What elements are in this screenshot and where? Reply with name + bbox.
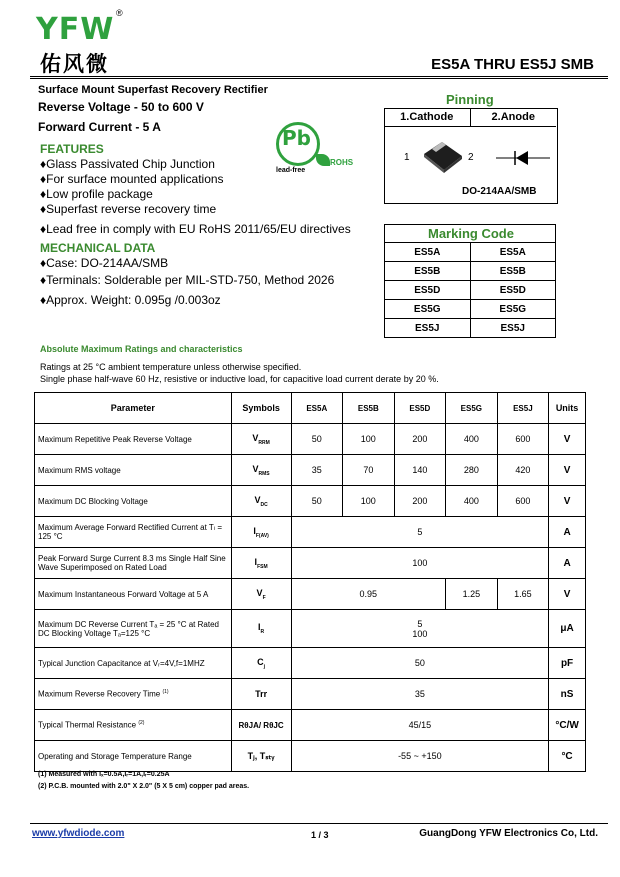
table-header-row [35,393,586,424]
table-row [35,424,586,455]
marking-cell: ES5A [385,243,471,262]
table-row [35,610,586,648]
value-cell: 50 [291,424,343,455]
column-header: ES5J [497,393,549,424]
table-row [35,710,586,741]
param-cell: Maximum Average Forward Rectified Current at Tₗ = 125 °C [35,517,232,548]
marking-row [385,319,556,338]
marking-cell: ES5J [385,319,471,338]
table-row [35,486,586,517]
website-link[interactable]: www.yfwdiode.com [32,828,125,839]
brand-chinese-name: 佑风微 [40,52,109,76]
symbol-cell: $V_{RRM}$ [231,424,291,455]
leaf-icon [316,154,330,166]
value-cell: 1.25 [446,579,498,610]
column-header: ES5G [446,393,498,424]
value-cell: 420 [497,455,549,486]
value-cell: 1.65 [497,579,549,610]
value-cell: 400 [446,424,498,455]
value-cell: 70 [343,455,395,486]
pb-icon: Pb [282,126,311,150]
footnote: (2) P.C.B. mounted with 2.0" X 2.0" (5 X 5 cm) copper pad areas. [38,783,250,790]
pinning-heading: Pinning [446,92,494,107]
table-row [35,741,586,772]
param-cell: Maximum DC Reverse Current Tₐ = 25 °C at Rated DC Blocking Voltage Tₐ=125 °C [35,610,232,648]
ratings-heading: Absolute Maximum Ratings and characteristics [40,344,243,354]
value-cell: 400 [446,486,498,517]
pin1-number: 1 [404,152,410,163]
marking-code-heading: Marking Code [428,226,514,241]
unit-cell: A [549,517,586,548]
marking-cell: ES5D [385,281,471,300]
value-cell: 600 [497,486,549,517]
mechanical-item: ♦Case: DO-214AA/SMB [40,256,169,270]
symbol-cell: $V_{RMS}$ [231,455,291,486]
page-number: 1 / 3 [311,830,329,840]
unit-cell: A [549,548,586,579]
unit-cell: V [549,486,586,517]
value-cell: 50 [291,648,549,679]
pinning-header [384,108,556,127]
smb-package-icon [418,136,468,176]
lead-free-label: lead-free [276,167,306,174]
marking-row [385,243,556,262]
diode-symbol-icon [494,148,552,168]
column-header: ES5D [394,393,446,424]
ratings-table [34,392,586,772]
symbol-cell: Trr [231,679,291,710]
marking-row [385,300,556,319]
marking-cell: ES5B [385,262,471,281]
product-description: Surface Mount Superfast Recovery Rectifier [38,84,268,96]
mechanical-heading: MECHANICAL DATA [40,241,156,255]
unit-cell: nS [549,679,586,710]
table-row [35,648,586,679]
features-heading: FEATURES [40,142,104,156]
footer-rule [30,823,608,824]
value-cell: 100 [291,548,549,579]
table-row [35,517,586,548]
table-row [35,548,586,579]
value-cell: 100 [343,424,395,455]
column-header: Units [549,393,586,424]
column-header: Parameter [35,393,232,424]
param-cell: Maximum RMS voltage [35,455,232,486]
symbol-cell: $I_R$ [231,610,291,648]
marking-cell: ES5B [470,262,556,281]
table-row [35,679,586,710]
part-title: ES5A THRU ES5J SMB [431,56,594,73]
value-cell: 50 [291,486,343,517]
param-cell: Typical Junction Capacitance at Vᵣ=4V,f=1MHZ [35,648,232,679]
feature-item: ♦Lead free in comply with EU RoHS 2011/65/EU directives [40,222,351,236]
value-cell: 45/15 [291,710,549,741]
value-cell: 600 [497,424,549,455]
value-cell: 200 [394,424,446,455]
forward-current-spec: Forward Current - 5 A [38,120,161,134]
symbol-cell: $I_{F(AV)}$ [231,517,291,548]
marking-cell: ES5A [470,243,556,262]
marking-cell: ES5G [470,300,556,319]
brand-logo: YFW [36,12,115,47]
value-cell: 5 [291,517,549,548]
column-header: Symbols [231,393,291,424]
value-cell: 280 [446,455,498,486]
value-cell: 140 [394,455,446,486]
header-rule [30,76,608,77]
param-cell: Maximum Instantaneous Forward Voltage at 5 A [35,579,232,610]
footnote: (1) Measured with Iₓ=0.5A,Iᵣ=1A,Iᵣ=0.25A [38,771,170,778]
pin-cathode-label: 1.Cathode [384,108,471,126]
symbol-cell: RθJA/ RθJC [231,710,291,741]
mechanical-item: ♦Approx. Weight: 0.095g /0.003oz [40,293,221,307]
unit-cell: V [549,579,586,610]
reverse-voltage-spec: Reverse Voltage - 50 to 600 V [38,100,204,114]
value-cell: 200 [394,486,446,517]
param-cell: Maximum Reverse Recovery Time $^{(1)}$ [35,679,232,710]
unit-cell: pF [549,648,586,679]
value-cell: 100 [343,486,395,517]
rohs-label: ROHS [330,158,354,167]
symbol-cell: $V_{DC}$ [231,486,291,517]
column-header: ES5A [291,393,343,424]
ratings-note: Single phase half-wave 60 Hz, resistive or inductive load, for capacitive load current derate by 20 %. [40,374,439,384]
value-cell: 0.95 [291,579,446,610]
value-cell: -55 ~ +150 [291,741,549,772]
marking-row [385,262,556,281]
symbol-cell: Tⱼ, Tₛₜᵧ [231,741,291,772]
unit-cell: °C [549,741,586,772]
table-row [35,579,586,610]
symbol-cell: $V_F$ [231,579,291,610]
param-cell: Typical Thermal Resistance $^{(2)}$ [35,710,232,741]
param-cell: Peak Forward Surge Current 8.3 ms Single Half Sine Wave Superimposed on Rated Load [35,548,232,579]
marking-cell: ES5G [385,300,471,319]
table-row [35,455,586,486]
value-cell: 35 [291,679,549,710]
symbol-cell: $I_{FSM}$ [231,548,291,579]
package-name: DO-214AA/SMB [462,186,537,197]
feature-item: ♦Superfast reverse recovery time [40,202,217,216]
param-cell: Maximum Repetitive Peak Reverse Voltage [35,424,232,455]
feature-item: ♦Low profile package [40,187,153,201]
marking-code-table [384,224,556,338]
marking-cell: ES5J [470,319,556,338]
pin-anode-label: 2.Anode [491,111,535,123]
param-cell: Maximum DC Blocking Voltage [35,486,232,517]
header-rule-2 [30,78,608,79]
feature-item: ♦Glass Passivated Chip Junction [40,157,215,171]
company-name: GuangDong YFW Electronics Co, Ltd. [419,828,598,839]
param-cell: Operating and Storage Temperature Range [35,741,232,772]
unit-cell: °C/W [549,710,586,741]
value-cell: 35 [291,455,343,486]
mechanical-item: ♦Terminals: Solderable per MIL-STD-750, Method 2026 [40,273,335,287]
unit-cell: μA [549,610,586,648]
marking-cell: ES5D [470,281,556,300]
registered-mark: ® [116,8,123,18]
pin2-number: 2 [468,152,474,163]
unit-cell: V [549,424,586,455]
value-cell: 5 100 [291,610,549,648]
ratings-note: Ratings at 25 °C ambient temperature unless otherwise specified. [40,362,302,372]
marking-row [385,281,556,300]
column-header: ES5B [343,393,395,424]
symbol-cell: $C_j$ [231,648,291,679]
unit-cell: V [549,455,586,486]
feature-item: ♦For surface mounted applications [40,172,224,186]
